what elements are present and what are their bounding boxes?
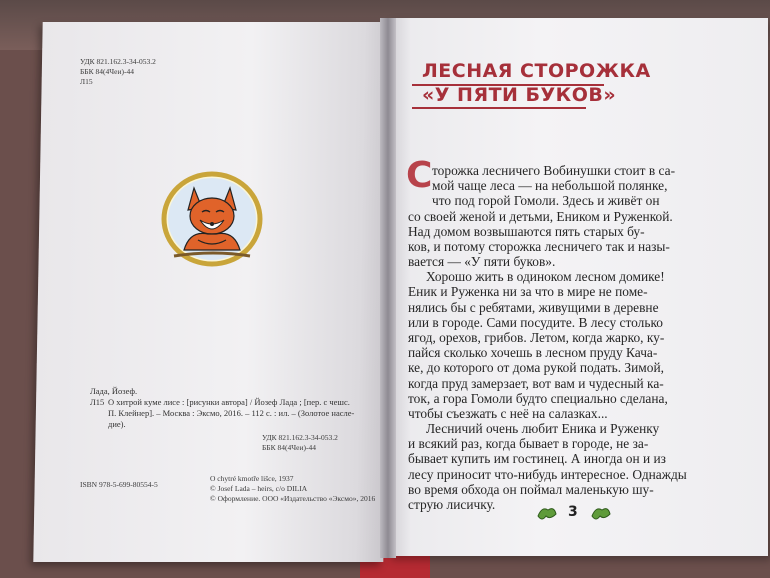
fox-illustration [160,170,264,268]
body-line-5: Над домом возвышаются пять старых бу- [408,223,645,239]
body-line-12: ягод, орехов, грибов. Летом, когда жарко, ку- [408,330,665,345]
top-code: Л15 [80,77,93,86]
body-line-10: нялись бы с ребятами, живущими в деревне [408,299,659,315]
leaf-ornament-right-icon [590,504,612,527]
body-line-23: струю лисичку. [408,497,496,512]
author-heading: Лада, Йозеф. [90,386,138,396]
page-number: 3 [568,504,578,520]
top-bbk: ББК 84(4Чеи)-44 [80,67,134,76]
body-line-22: во время обхода он поймал маленькую шу- [408,481,654,497]
chapter-title-line-2: «У ПЯТИ БУКОВ» [422,84,617,106]
body-line-21: лесу приносит что-нибудь интересное. Однажды [408,466,687,482]
book-spine [380,18,396,558]
isbn: ISBN 978-5-699-80554-5 [80,480,158,489]
body-line-16: ток, а гора Гомоли будто специально сделана, [408,390,668,406]
catalog-desc-line-3: дие). [108,419,126,429]
body-line-4: со своей женой и детьми, Еником и Руженкой. [408,208,673,224]
catalog-desc-line-1: О хитрой куме лисе : [рисунки автора] / Йозеф Лада ; [пер. с чешс. [108,397,350,407]
title-underline-2 [412,107,586,109]
body-line-20: бывает купить им гостинец. А иногда он и из [408,451,666,467]
copyright-line-2: © Josef Lada – heirs, c/o DILIA [210,484,308,493]
body-line-15: когда пруд замерзает, вот вам и чудесный ка- [408,375,664,391]
leaf-ornament-left-icon [536,504,558,527]
body-line-11: или в городе. Сами посудите. В лесу столько [408,314,663,330]
body-line-7: вается — «У пяти буков». [408,254,556,270]
catalog-desc-line-2: П. Клейнер]. – Москва : Эксмо, 2016. – 112 с. : ил. – (Золотое насле- [108,408,355,418]
body-line-13: пайся сколько хочешь в лесном пруду Кача- [408,345,658,361]
bbk-code: ББК 84(4Чеи)-44 [262,443,316,452]
body-line-17: чтобы съезжать с неё на салазках... [408,405,608,421]
body-line-19: и всякий раз, когда бывает в городе, не за- [408,436,649,452]
body-line-1: торожка лесничего Вобинушки стоит в са- [432,163,676,178]
top-udk: УДК 821.162.3-34-053.2 [80,57,156,66]
body-line-8: Хорошо жить в одиноком лесном домике! [426,269,665,285]
body-line-9: Еник и Руженка ни за что в мире не поме- [408,284,648,300]
catalog-code: Л15 [90,397,105,407]
body-line-2: мой чаще леса — на небольшой полянке, [432,178,668,194]
copyright-line-1: O chytré kmotře lišce, 1937 [210,474,294,483]
body-line-14: ке, до которого от дома рукой подать. Зимой, [408,360,664,376]
dropcap: С [406,155,433,196]
copyright-line-3: © Оформление. ООО «Издательство «Эксмо», 2016 [210,494,376,503]
body-line-6: ков, и потому сторожка лесничего так и назы- [408,238,670,254]
body-line-18: Лесничий очень любит Еника и Руженку [426,421,660,437]
udk-code: УДК 821.162.3-34-053.2 [262,433,338,442]
body-line-3: что под горой Гомоли. Здесь и живёт он [432,193,660,209]
chapter-title-line-1: ЛЕСНАЯ СТОРОЖКА [422,60,651,82]
